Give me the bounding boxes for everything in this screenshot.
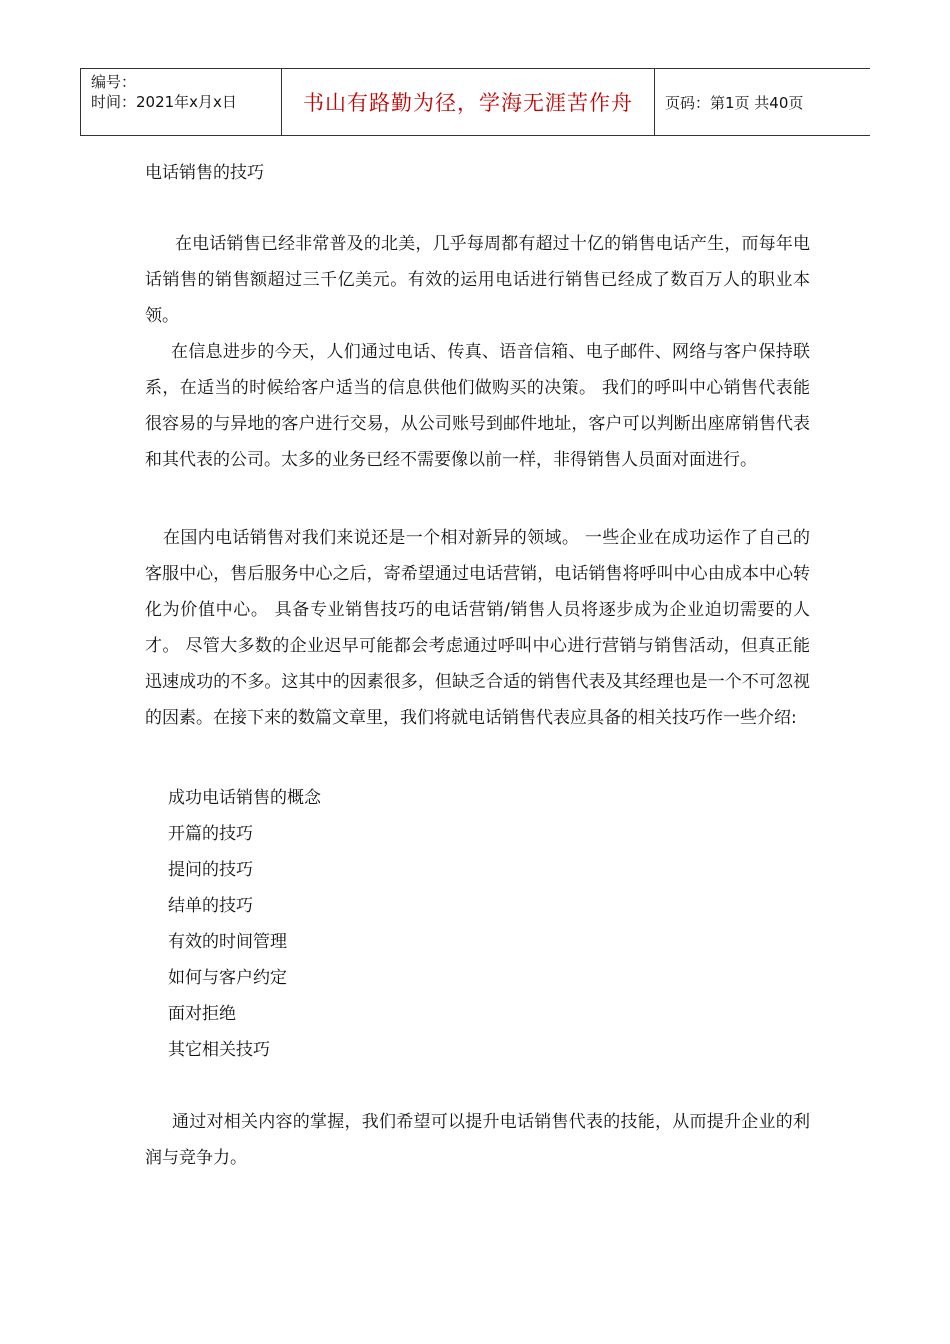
topic-item: 结单的技巧 bbox=[168, 896, 253, 916]
topic-item: 提问的技巧 bbox=[168, 860, 253, 880]
paragraph-2-block bbox=[145, 334, 810, 478]
header-meta-cell bbox=[81, 69, 282, 135]
header-page-cell bbox=[655, 69, 870, 135]
topic-item: 面对拒绝 bbox=[168, 1004, 236, 1024]
document-title: 电话销售的技巧 bbox=[145, 163, 264, 183]
paragraph-1: 在电话销售已经非常普及的北美，几乎每周都有超过十亿的销售电话产生，而每年电话销售的销售额超过三千亿美元。有效的运用电话进行销售已经成了数百万人的职业本领。 bbox=[145, 234, 810, 326]
paragraph-3-block bbox=[145, 520, 810, 736]
paragraph-4: 通过对相关内容的掌握，我们希望可以提升电话销售代表的技能，从而提升企业的利润与竞争力。 bbox=[145, 1112, 810, 1168]
topic-item: 如何与客户约定 bbox=[168, 968, 287, 988]
page-number-info: 页码：第1页 共40页 bbox=[665, 93, 804, 112]
paragraph-4-block bbox=[145, 1104, 810, 1176]
topic-item: 成功电话销售的概念 bbox=[168, 788, 321, 808]
document-number-label: 编号： bbox=[91, 73, 137, 91]
paragraph-2: 在信息进步的今天，人们通过电话、传真、语音信箱、电子邮件、网络与客户保持联系，在适当的时候给客户适当的信息供他们做购买的决策。 我们的呼叫中心销售代表能很容易的与异地的客户进行交易，从公司账号到邮件地址，客户可以判断出座席销售代表和其代表的公司。太多的业务已经不需要像以前一样，非得销售人员面对面进行。 bbox=[145, 342, 810, 470]
topic-item: 其它相关技巧 bbox=[168, 1040, 270, 1060]
topic-item: 开篇的技巧 bbox=[168, 824, 253, 844]
header-motto-cell bbox=[282, 69, 655, 135]
document-date-label: 时间：2021年x月x日 bbox=[91, 93, 237, 111]
topic-item: 有效的时间管理 bbox=[168, 932, 287, 952]
header-motto: 书山有路勤为径，学海无涯苦作舟 bbox=[303, 91, 633, 115]
topic-list bbox=[168, 780, 321, 1068]
header-table bbox=[80, 68, 870, 136]
paragraph-1-block bbox=[145, 226, 810, 334]
paragraph-3: 在国内电话销售对我们来说还是一个相对新异的领域。 一些企业在成功运作了自己的客服中心，售后服务中心之后，寄希望通过电话营销，电话销售将呼叫中心由成本中心转化为价值中心。 具备专业销售技巧的电话营销/销售人员将逐步成为企业迫切需要的人才。 尽管大多数的企业迟早可能都会考虑通过呼叫中心进行营销与销售活动，但真正能迅速成功的不多。这其中的因素很多，但缺乏合适的销售代表及其经理也是一个不可忽视的因素。在接下来的数篇文章里，我们将就电话销售代表应具备的相关技巧作一些介绍: bbox=[145, 528, 810, 728]
